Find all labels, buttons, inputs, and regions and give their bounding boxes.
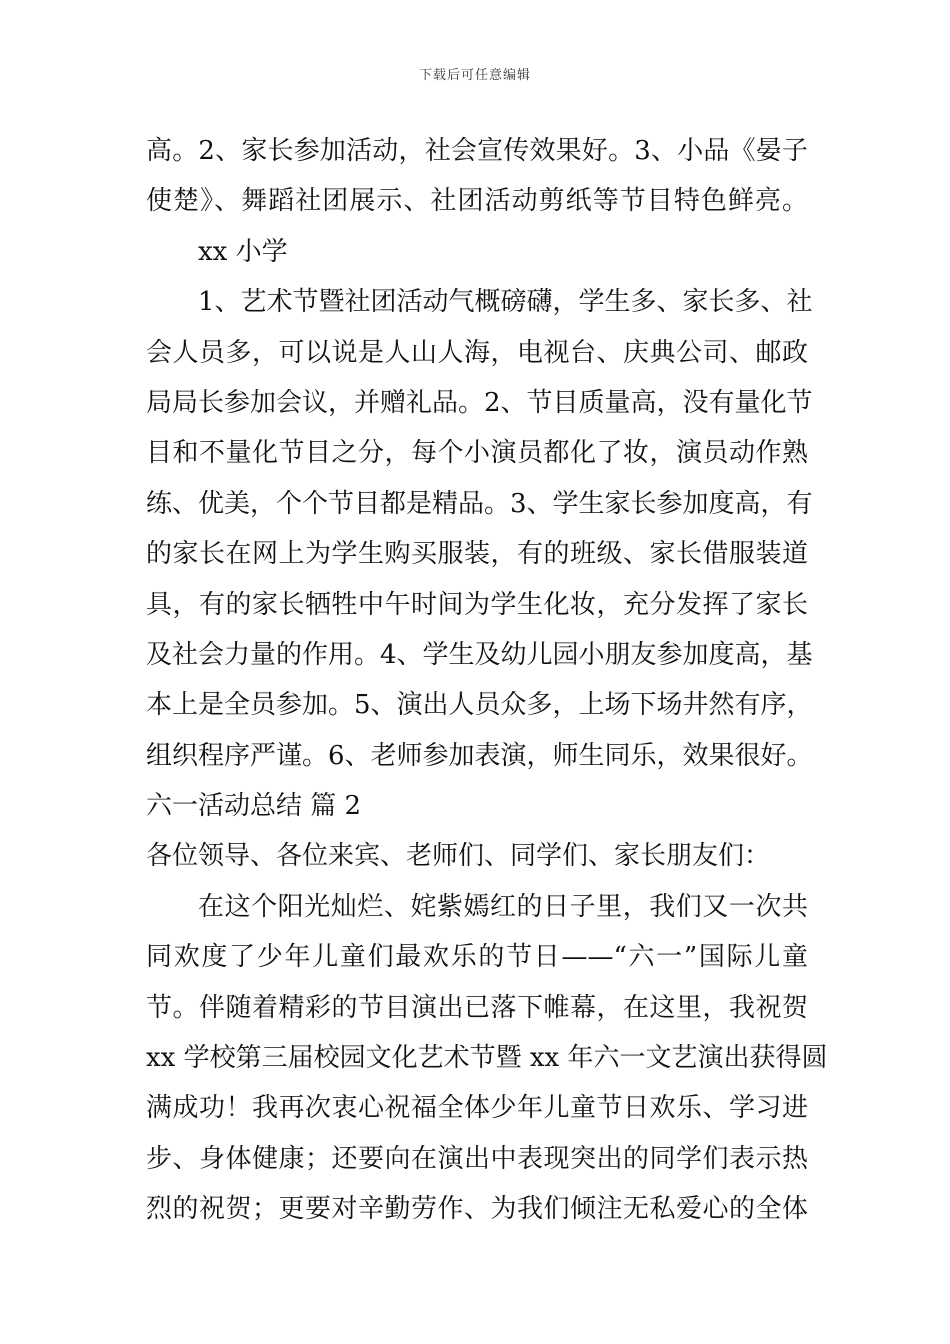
salutation-line: 各位领导、各位来宾、老师们、同学们、家长朋友们： [146, 841, 771, 872]
text-line: 节。伴随着精彩的节目演出已落下帷幕，在这里，我祝贺 [146, 992, 808, 1023]
text-line: 步、身体健康；还要向在演出中表现突出的同学们表示热 [146, 1143, 808, 1174]
text-line: 1、艺术节暨社团活动气概磅礴，学生多、家长多、社 [198, 287, 813, 318]
text-line: 练、优美，个个节目都是精品。3、学生家长参加度高，有 [146, 488, 813, 519]
text-line: 烈的祝贺；更要对辛勤劳作、为我们倾注无私爱心的全体 [146, 1194, 808, 1225]
text-line: 局局长参加会议，并赠礼品。2、节目质量高，没有量化节 [146, 387, 813, 418]
school-name-line: xx 小学 [198, 236, 288, 267]
text-line: 同欢度了少年儿童们最欢乐的节日——“六一”国际儿童 [146, 942, 808, 973]
page-header: 下载后可任意编辑 [418, 68, 531, 83]
text-line: 及社会力量的作用。4、学生及幼儿园小朋友参加度高，基 [146, 639, 813, 670]
text-line: 具，有的家长牺牲中午时间为学生化妆，充分发挥了家长 [146, 589, 808, 620]
text-line: 会人员多，可以说是人山人海，电视台、庆典公司、邮政 [146, 337, 808, 368]
text-line: 使楚》、舞蹈社团展示、社团活动剪纸等节目特色鲜亮。 [146, 186, 808, 217]
text-line: 的家长在网上为学生购买服装，有的班级、家长借服装道 [146, 539, 808, 570]
text-line: 高。2、家长参加活动，社会宣传效果好。3、小品《晏子 [146, 136, 808, 166]
text-line: 满成功！我再次衷心祝福全体少年儿童节日欢乐、学习进 [146, 1093, 808, 1124]
text-line: xx 学校第三届校园文化艺术节暨 xx 年六一文艺演出获得圆 [146, 1043, 828, 1074]
text-line: 目和不量化节目之分，每个小演员都化了妆，演员动作熟 [146, 438, 808, 469]
document-body [146, 126, 828, 1235]
text-line: 组织程序严谨。6、老师参加表演，师生同乐，效果很好。 [146, 740, 813, 771]
text-line: 本上是全员参加。5、演出人员众多，上场下场井然有序， [146, 690, 813, 721]
section-heading: 六一活动总结 篇 2 [146, 791, 362, 822]
text-line: 在这个阳光灿烂、姹紫嫣红的日子里，我们又一次共 [198, 891, 808, 922]
